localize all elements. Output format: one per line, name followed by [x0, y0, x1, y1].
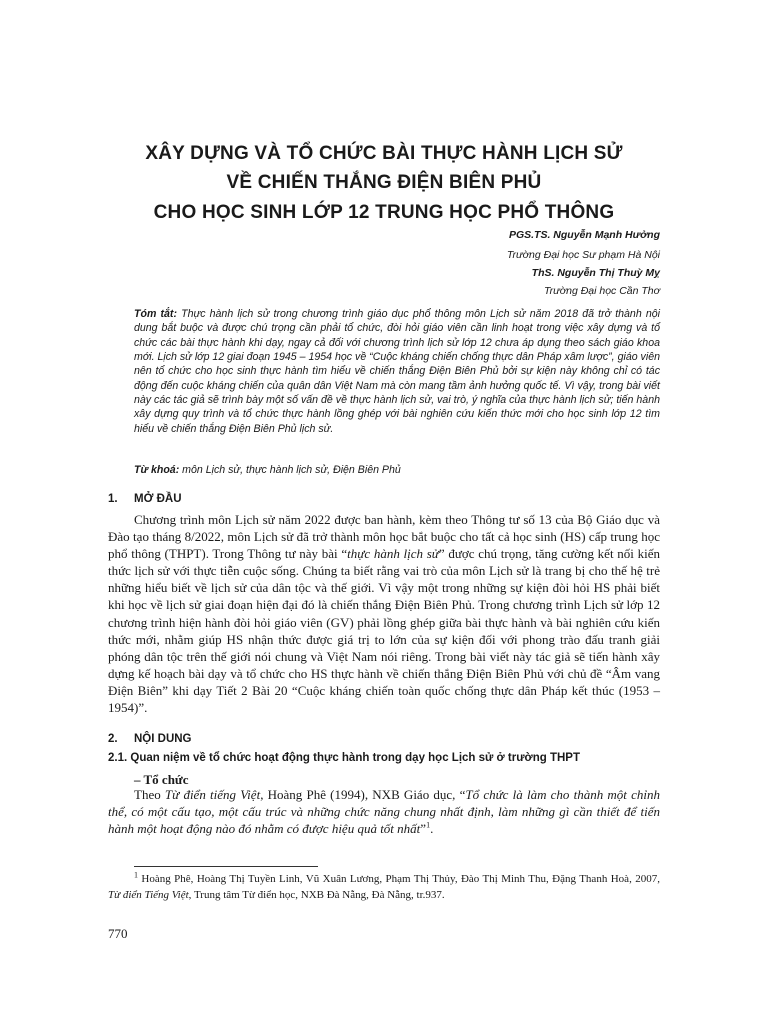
paper-title-line-2: VỀ CHIẾN THẮNG ĐIỆN BIÊN PHỦ: [226, 172, 542, 193]
section-2-italic-2: Tổ chức là làm cho thành một chỉnh thể, có một cấu tạo, một cấu trúc và những chức năng chung nhất định, làm những gì cần thiết để tiến hành một hoạt động nào đó nhằm có được hiệu quả tốt nhất: [108, 787, 660, 837]
section-2-title: NỘI DUNG: [134, 733, 192, 745]
footnote-italic: Từ điển Tiếng Việt: [108, 888, 189, 901]
paper-title-line-3: CHO HỌC SINH LỚP 12 TRUNG HỌC PHỔ THÔNG: [153, 202, 615, 223]
section-2-paragraph: [108, 786, 660, 837]
paper-title-line-1: XÂY DỰNG VÀ TỔ CHỨC BÀI THỰC HÀNH LỊCH SỬ: [145, 143, 623, 164]
footnote-mark: 1: [134, 870, 138, 880]
section-1-title: MỞ ĐẦU: [134, 493, 182, 505]
keywords-label: Từ khoá:: [134, 464, 180, 476]
page-number: 770: [108, 926, 128, 941]
author-2-name: ThS. Nguyễn Thị Thuỳ Mỵ: [531, 267, 660, 279]
abstract: [134, 307, 660, 436]
section-1-paragraph: [108, 511, 660, 716]
footnote: [108, 872, 660, 903]
keywords-text: môn Lịch sử, thực hành lịch sử, Điện Biên Phủ: [179, 464, 401, 476]
section-2-text-c: ”: [420, 821, 427, 837]
section-2-italic-1: Từ điển tiếng Việt: [164, 787, 261, 802]
author-1-name: PGS.TS. Nguyễn Mạnh Hưởng: [508, 229, 660, 241]
author-2-affiliation: Trường Đại học Cần Thơ: [543, 285, 660, 297]
section-2-text-b: , Hoàng Phê (1994), NXB Giáo dục, “: [260, 787, 466, 802]
subsection-2-1-title-cont: – Tổ chức: [134, 772, 189, 787]
section-1-text-b: ” được chú trọng, tăng cường kết nối kiến thức lịch sử với thực tiễn cuộc sống. Chúng ta biết rằng vai trò của môn Lịch sử là trang bị cho thế hệ trẻ những hiểu biết về lịch sử của dân tộc và thế giới. Vì vậy một trong những sự kiện đòi hỏi HS phải biết khi học về lịch sử giai đoạn hiện đại đó là chiến thắng Điện Biên Phủ. Trong chương trình Lịch sử lớp 12 chương trình hiện hành đòi hỏi giáo viên (GV) phải lồng ghép giữa bài thực hành và bài nghiên cứu kiến thức mới, nhằm giúp HS nhận thức được giá trị to lớn của sự kiện đối với phong trào đấu tranh giải phóng dân tộc trên thế giới nói chung và Việt Nam nói riêng. Trong bài viết này tác giả sẽ tiến hành xây dựng kế hoạch bài dạy và tổ chức cho HS thực hành về chiến thắng Điện Biên Phủ với chủ đề “Âm vang Điện Biên” khi dạy Tiết 2 Bài 20 “Cuộc kháng chiến toàn quốc chống thực dân Pháp kết thúc (1953 – 1954)”.: [108, 546, 660, 716]
author-1-affiliation: Trường Đại học Sư phạm Hà Nội: [506, 249, 660, 261]
footnote-ref[interactable]: 1: [426, 820, 431, 830]
section-2-text-d: .: [430, 821, 434, 837]
section-1-italic: thực hành lịch sử: [347, 546, 439, 562]
abstract-label: Tóm tắt:: [134, 308, 177, 320]
section-1-number: 1.: [108, 493, 118, 505]
section-1-text-a: Chương trình môn Lịch sử năm 2022 được ban hành, kèm theo Thông tư số 13 của Bộ Giáo dục và Đào tạo tháng 8/2022, môn Lịch sử đã trở thành môn học bắt buộc cho tất cả học sinh (HS) cấp trung học phổ thông (THPT). Trong Thông tư này bài “: [108, 512, 660, 562]
abstract-text: Thực hành lịch sử trong chương trình giáo dục phổ thông môn Lịch sử năm 2018 đã trở thành nội dung bắt buộc và được chú trọng cần phải tổ chức, đòi hỏi giáo viên cần linh hoạt trong việc xây dựng và tổ chức các bài thực hành khi dạy, ngay cả đối với chương trình lịch sử lớp 12 chưa áp dụng theo sách giáo khoa mới. Lịch sử lớp 12 giai đoạn 1945 – 1954 học về “Cuộc kháng chiến chống thực dân Pháp xâm lược”, giáo viên nên tổ chức cho học sinh thực hành tìm hiểu về chiến thắng Điện Biên Phủ bởi sự kiện này không chỉ có tác động đến cuộc kháng chiến của quân dân Việt Nam mà còn mang tầm ảnh hưởng quốc tế. Vì vậy, trong bài viết này các tác giả sẽ trình bày một số vấn đề về thực hành lịch sử, vai trò, ý nghĩa của thực hành lịch sử; tiến hành xây dựng quy trình và tổ chức thực hành lồng ghép với bài nghiên cứu kiến thức mới cho học sinh lớp 12 tìm hiểu về chiến thắng Điện Biên Phủ lịch sử.: [134, 308, 660, 435]
keywords: [134, 464, 660, 476]
subsection-2-1-title: 2.1. Quan niệm về tổ chức hoạt động thực hành trong dạy học Lịch sử ở trường THPT: [108, 752, 580, 764]
section-2-number: 2.: [108, 733, 118, 745]
footnote-text-a: Hoàng Phê, Hoàng Thị Tuyền Linh, Vũ Xuân Lương, Phạm Thị Thủy, Đào Thị Minh Thu, Đặng Thanh Hoà, 2007,: [138, 873, 660, 885]
section-2-text-a: Theo: [134, 787, 165, 802]
footnote-text-b: , Trung tâm Từ điển học, NXB Đà Nẵng, Đà Nẵng, tr.937.: [188, 888, 445, 901]
footnote-divider: [134, 866, 318, 867]
